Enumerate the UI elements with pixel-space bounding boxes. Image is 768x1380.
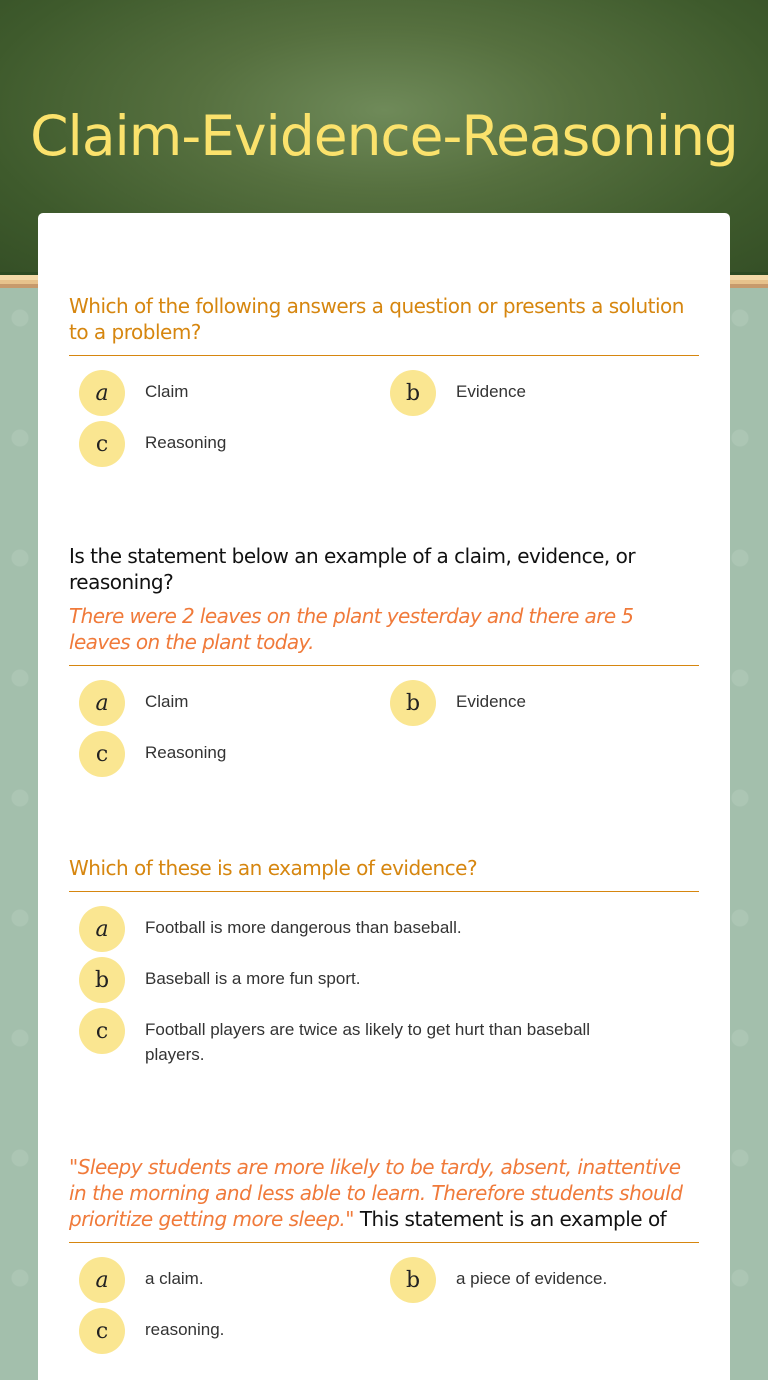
- answer-text: Baseball is a more fun sport.: [145, 969, 361, 988]
- answer-text: Evidence: [456, 692, 526, 711]
- letter-a-bubble: a: [79, 906, 125, 952]
- question-3: [69, 855, 699, 1076]
- question-2: [69, 543, 699, 790]
- answer-option-b[interactable]: [79, 957, 645, 1003]
- letter-b-bubble: b: [79, 957, 125, 1003]
- question-prompt: Is the statement below an example of a claim, evidence, or reasoning?: [69, 544, 636, 594]
- answer-text: Football players are twice as likely to get hurt than baseball players.: [145, 1020, 591, 1064]
- question-prompt: Which of the following answers a question or presents a solution to a problem?: [69, 294, 684, 344]
- letter-c-bubble: c: [79, 421, 125, 467]
- answer-option-a[interactable]: [79, 680, 385, 726]
- answer-text: a piece of evidence.: [456, 1269, 608, 1288]
- divider: [69, 891, 699, 892]
- letter-b-bubble: b: [390, 680, 436, 726]
- question-prompt-block: [69, 1154, 699, 1232]
- letter-b-bubble: b: [390, 370, 436, 416]
- letter-a-bubble: a: [79, 680, 125, 726]
- divider: [69, 665, 699, 666]
- answer-text: Reasoning: [145, 433, 227, 452]
- answer-text: a claim.: [145, 1269, 204, 1288]
- letter-b-bubble: b: [390, 1257, 436, 1303]
- answer-text: Claim: [145, 382, 189, 401]
- question-1: [69, 293, 699, 480]
- answer-text: reasoning.: [145, 1320, 225, 1339]
- letter-c-bubble: c: [79, 1008, 125, 1054]
- question-stimulus: "Sleepy students are more likely to be tardy, absent, inattentive in the morning and less able to learn. Therefore students should prioritize getting more sleep.": [69, 1155, 683, 1231]
- answer-option-c[interactable]: [79, 731, 385, 777]
- letter-a-bubble: a: [79, 1257, 125, 1303]
- question-stimulus: There were 2 leaves on the plant yesterday and there are 5 leaves on the plant today.: [69, 604, 634, 654]
- answer-option-c[interactable]: [79, 1008, 645, 1067]
- answer-text: Reasoning: [145, 743, 227, 762]
- letter-a-bubble: a: [79, 370, 125, 416]
- answer-option-b[interactable]: [390, 680, 696, 726]
- answer-option-c[interactable]: [79, 421, 385, 467]
- answer-option-a[interactable]: [79, 370, 385, 416]
- answer-option-b[interactable]: [390, 1257, 696, 1303]
- letter-c-bubble: c: [79, 731, 125, 777]
- divider: [69, 1242, 699, 1243]
- question-prompt: Which of these is an example of evidence?: [69, 856, 478, 880]
- question-4: [69, 1154, 699, 1367]
- answer-option-b[interactable]: [390, 370, 696, 416]
- answer-option-c[interactable]: [79, 1308, 385, 1354]
- answer-text: Evidence: [456, 382, 526, 401]
- question-prompt: This statement is an example of: [353, 1207, 667, 1231]
- answer-text: Football is more dangerous than baseball.: [145, 918, 462, 937]
- answer-option-a[interactable]: [79, 906, 645, 952]
- divider: [69, 355, 699, 356]
- worksheet-title: Claim-Evidence-Reasoning: [30, 104, 738, 168]
- answer-text: Claim: [145, 692, 189, 711]
- letter-c-bubble: c: [79, 1308, 125, 1354]
- worksheet-card: [38, 213, 730, 1380]
- answer-option-a[interactable]: [79, 1257, 385, 1303]
